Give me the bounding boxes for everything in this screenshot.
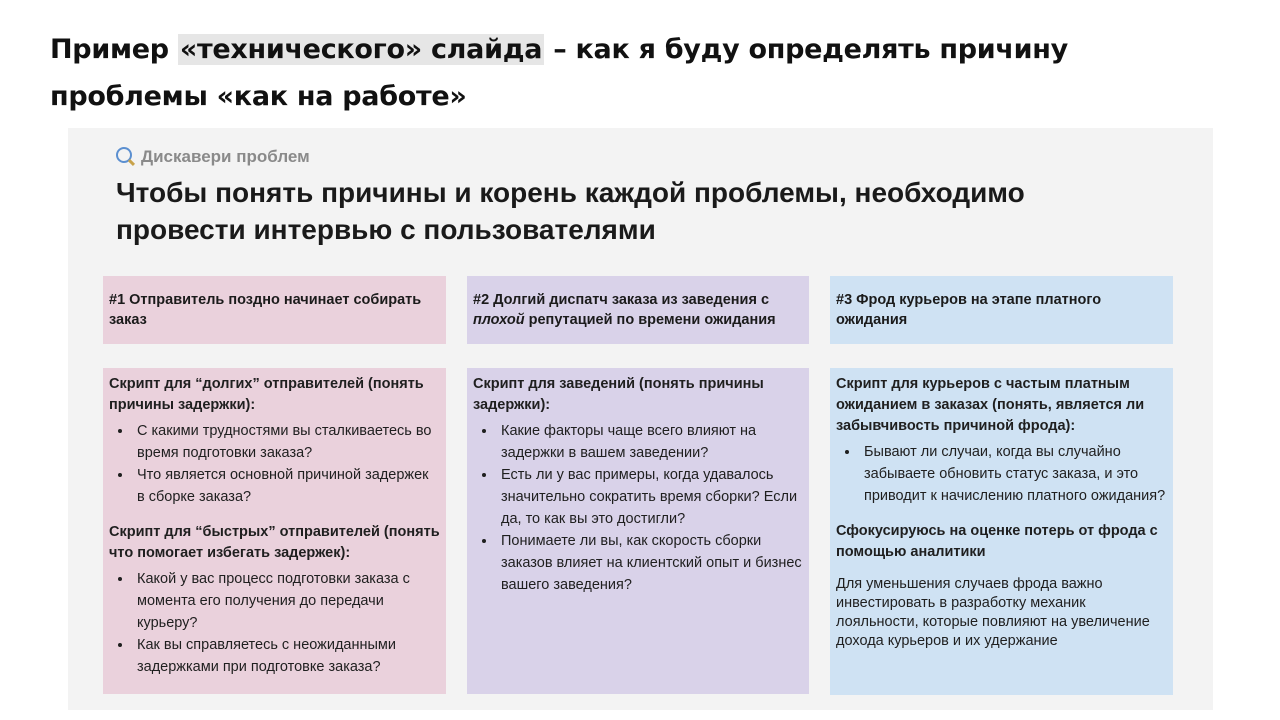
analytics-focus-text: Для уменьшения случаев фрода важно инвестировать в разработку механик лояльности, которые повлияют на увеличение дохода курьеров и их удержание [836, 576, 1150, 649]
slide-title: Чтобы понять причины и корень каждой проблемы, необходимо провести интервью с пользователями [116, 177, 1025, 245]
problem-3-header: #3 Фрод курьеров на этапе платного ожидания [830, 276, 1173, 344]
question-item: • Бывают ли случаи, когда вы случайно забываете обновить статус заказа, и это приводит к начислению платного ожидания? [860, 441, 1167, 507]
question-item: • Есть ли у вас примеры, когда удавалось значительно сократить время сборки? Если да, то как вы это достигли? [497, 464, 803, 530]
problem-2-header-pre: #2 Долгий диспатч заказа из заведения с [473, 292, 770, 308]
script-title: Скрипт для курьеров с частым платным ожиданием в заказах (понять, является ли забывчивость причиной фрода): [836, 376, 1145, 434]
question-item: • Какой у вас процесс подготовки заказа с момента его получения до передачи курьеру? [133, 568, 440, 634]
script-title: Скрипт для “долгих” отправителей (понять причины задержки): [109, 376, 424, 413]
problem-1-header: #1 Отправитель поздно начинает собирать заказ [103, 276, 446, 344]
script-title: Скрипт для “быстрых” отправителей (понять что помогает избегать задержек): [109, 524, 440, 561]
slide-eyebrow-label: Дискавери проблем [141, 147, 310, 166]
page-title-post: – как я буду определять причину проблемы «как на работе» [50, 34, 1068, 112]
page-title [50, 26, 1230, 120]
question-list [473, 420, 803, 596]
question-item: • Как вы справляетесь с неожиданными задержками при подготовке заказа? [133, 634, 440, 678]
problem-1-script [103, 368, 446, 694]
problem-2-header-post: репутацией по времени ожидания [524, 312, 776, 328]
question-item: • Понимаете ли вы, как скорость сборки заказов влияет на клиентский опыт и бизнес вашего заведения? [497, 530, 803, 596]
page-title-pre: Пример [50, 34, 178, 65]
question-item: • Какие факторы чаще всего влияют на задержки в вашем заведении? [497, 420, 803, 464]
slide-eyebrow [116, 146, 310, 167]
magnifier-icon [116, 147, 132, 163]
question-list [109, 420, 440, 508]
question-list [109, 568, 440, 678]
problem-2-header [467, 276, 809, 344]
question-item: • Что является основной причиной задержек в сборке заказа? [133, 464, 440, 508]
problem-2-header-em: плохой [473, 312, 525, 328]
script-title: Скрипт для заведений (понять причины задержки): [473, 376, 764, 413]
slide [68, 128, 1213, 710]
analytics-focus-title: Сфокусируюсь на оценке потерь от фрода с помощью аналитики [836, 523, 1158, 560]
problem-3-script [830, 368, 1173, 695]
question-list [836, 441, 1167, 507]
problem-2-script [467, 368, 809, 694]
question-item: • С какими трудностями вы сталкиваетесь во время подготовки заказа? [133, 420, 440, 464]
page-title-highlight: «технического» слайда [179, 34, 543, 65]
